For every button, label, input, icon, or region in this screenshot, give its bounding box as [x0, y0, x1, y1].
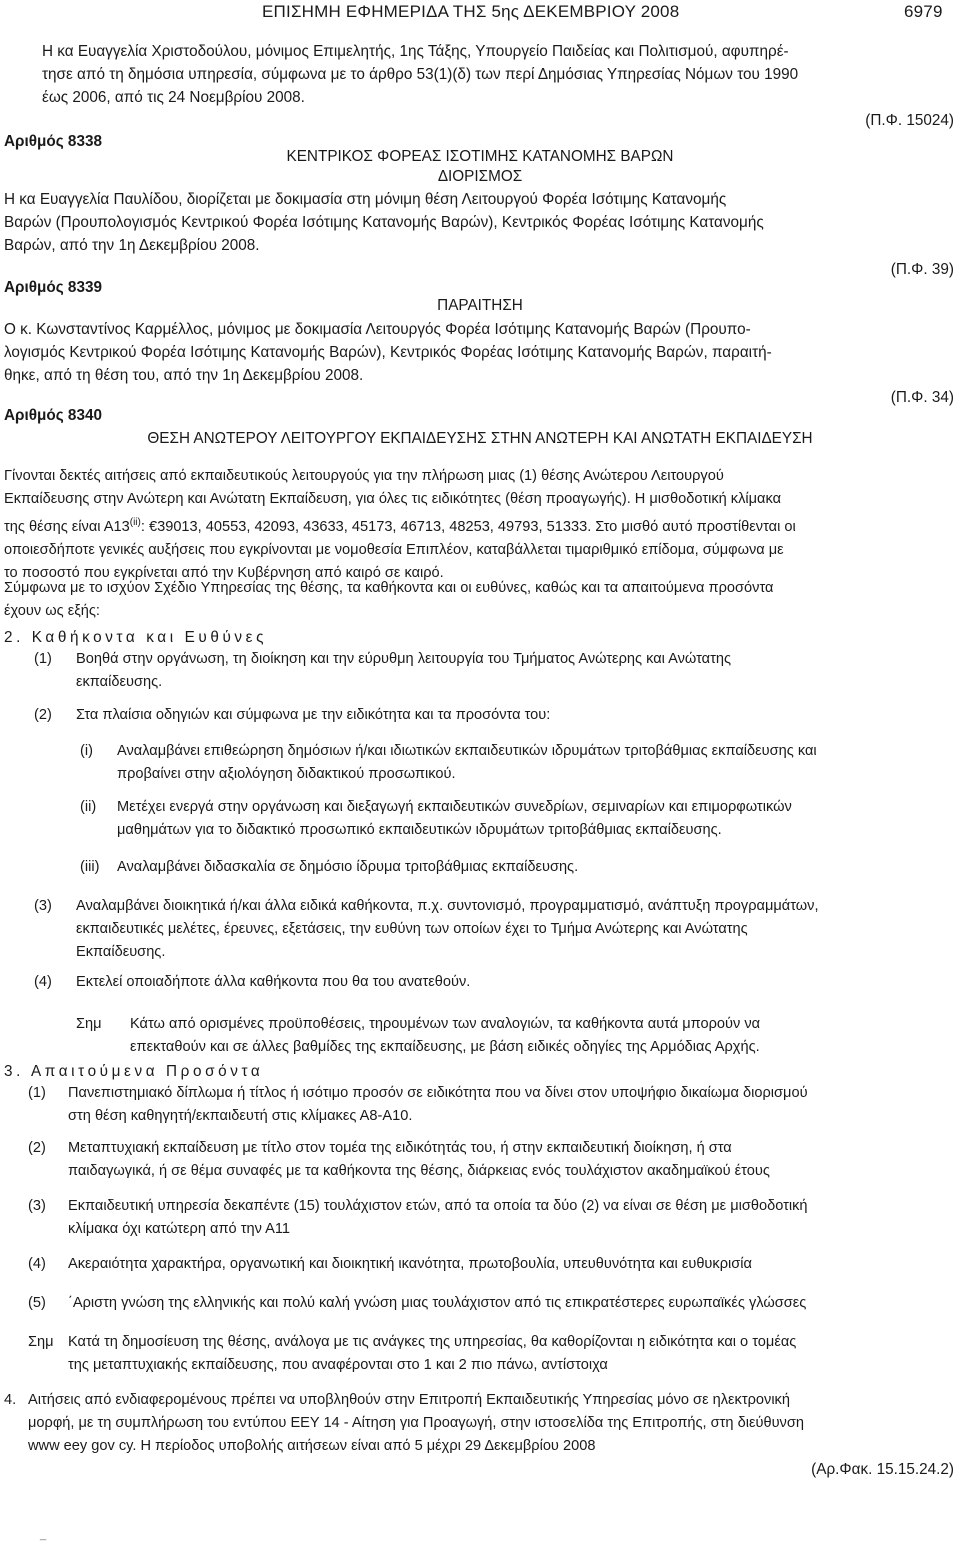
notice-8339-subheading: ΠΑΡΑΙΤΗΣΗ — [437, 297, 523, 314]
qualification-line: παιδαγωγικά, ή σε θέμα συναφές με τα καθήκοντα της θέσης, διάρκειας ενός τουλάχιστον ακαδημαϊκού έτους — [68, 1163, 770, 1179]
intro-line: Η κα Ευαγγελία Χριστοδούλου, μόνιμος Επιμελητής, 1ης Τάξης, Υπουργείο Παιδείας και Πολιτισμού, αφυπηρέ- — [42, 43, 789, 60]
section-4-number: 4. — [4, 1392, 17, 1408]
qualification-5-number: (5) — [28, 1295, 46, 1311]
subduty-i-number: (i) — [80, 743, 93, 759]
duty-4-text: Εκτελεί οποιαδήποτε άλλα καθήκοντα που θα του ανατεθούν. — [76, 974, 471, 990]
intro-ref: (Π.Φ. 15024) — [865, 112, 954, 129]
notice-8338-number: Αριθμός 8338 — [4, 133, 102, 150]
para1-line: Εκπαίδευσης στην Ανώτερη και Ανώτατη Εκπαίδευση, για όλες τις ειδικότητες (θέση προαγωγής). Η μισθοδοτική κλίμακα — [4, 491, 782, 507]
subduty-ii-number: (ii) — [80, 799, 97, 815]
qualification-2-text — [68, 1137, 770, 1183]
duty-3-text — [76, 895, 819, 964]
notice-8338-line: Βαρών (Προυπολογισμός Κεντρικού Φορέα Ισότιμης Κατανομής Βαρών), Κεντρικός Φορέας Ισότιμης Κατανομής — [4, 214, 764, 231]
note-1-label: Σημ — [76, 1016, 102, 1032]
notice-8340-paragraph-2 — [4, 577, 773, 623]
subduty-line: μαθημάτων για το διδακτικό προσωπικό εκπαιδευτικών ιδρυμάτων τριτοβάθμιας εκπαίδευσης. — [117, 822, 722, 838]
notice-8338-line: Βαρών, από την 1η Δεκεμβρίου 2008. — [4, 237, 260, 254]
duty-line: Αναλαμβάνει διοικητικά ή/και άλλα ειδικά καθήκοντα, π.χ. συντονισμό, προγραμματισμό, ανάπτυξη προγραμμάτων, — [76, 898, 819, 914]
salary-scale-label: της θέσης είναι Α13 — [4, 518, 130, 535]
subduty-iii-number: (iii) — [80, 859, 100, 875]
duty-3-number: (3) — [34, 898, 52, 914]
notice-8339-number: Αριθμός 8339 — [4, 279, 102, 296]
section-2-title: 2. Καθήκοντα και Ευθύνες — [4, 629, 268, 646]
section-3-title: 3. Απαιτούμενα Προσόντα — [4, 1063, 264, 1080]
subduty-line: Αναλαμβάνει επιθεώρηση δημόσιων ή/και ιδιωτικών εκπαιδευτικών ιδρυμάτων τριτοβάθμιας εκπαίδευσης και — [117, 743, 817, 759]
intro-line: έως 2006, από τις 24 Νοεμβρίου 2008. — [42, 89, 305, 106]
subduty-line: προβαίνει στην αξιολόγηση διδακτικού προσωπικού. — [117, 766, 456, 782]
subduty-iii-text: Αναλαμβάνει διδασκαλία σε δημόσιο ίδρυμα τριτοβάθμιας εκπαίδευσης. — [117, 859, 579, 875]
section-4-line: μορφή, με τη συμπλήρωση του εντύπου ΕΕΥ 14 - Αίτηση για Προαγωγή, στην ιστοσελίδα της Επιτροπής, στη διεύθυνση — [28, 1415, 804, 1431]
notice-8338-subheading: ΔΙΟΡΙΣΜΟΣ — [437, 168, 523, 185]
qualification-1-number: (1) — [28, 1085, 46, 1101]
duty-4-number: (4) — [34, 974, 52, 990]
qualification-4-number: (4) — [28, 1256, 46, 1272]
notice-8339-line: Ο κ. Κωνσταντίνος Καρμέλλος, μόνιμος με δοκιμασία Λειτουργός Φορέα Ισότιμης Κατανομής Βαρών (Προυπο- — [4, 321, 751, 338]
qualification-1-text — [68, 1082, 808, 1128]
para1-line: Γίνονται δεκτές αιτήσεις από εκπαιδευτικούς λειτουργούς για την πλήρωση μιας (1) θέσης Ανώτερου Λειτουργού — [4, 468, 724, 484]
qualification-line: Μεταπτυχιακή εκπαίδευση με τίτλο στον τομέα της ειδικότητάς του, ή στην εκπαιδευτική διοίκηση, ή στα — [68, 1140, 732, 1156]
para1-line-salary — [4, 511, 796, 539]
page-number: 6979 — [904, 2, 943, 21]
section-4-text — [28, 1389, 804, 1458]
notice-8340-ref: (Αρ.Φακ. 15.15.24.2) — [811, 1461, 954, 1478]
qualification-line: Πανεπιστημιακό δίπλωμα ή τίτλος ή ισότιμο προσόν σε ειδικότητα που να δίνει στον υποψήφιο δικαίωμα διορισμού — [68, 1085, 808, 1101]
notice-8338-heading: ΚΕΝΤΡΙΚΟΣ ΦΟΡΕΑΣ ΙΣΟΤΙΜΗΣ ΚΑΤΑΝΟΜΗΣ ΒΑΡΩΝ — [286, 148, 674, 165]
note-2-label: Σημ — [28, 1334, 54, 1350]
note-2-text — [68, 1331, 796, 1377]
duty-line: Βοηθά στην οργάνωση, τη διοίκηση και την εύρυθμη λειτουργία του Τμήματος Ανώτερης και Ανώτατης — [76, 651, 731, 667]
qualification-line: Εκπαιδευτική υπηρεσία δεκαπέντε (15) τουλάχιστον ετών, από τα οποία τα δύο (2) να είναι σε θέση με μισθοδοτική — [68, 1198, 808, 1214]
duty-1-text — [76, 648, 731, 694]
subduty-ii-text — [117, 796, 792, 842]
notice-8339-ref: (Π.Φ. 34) — [890, 389, 954, 406]
qualification-3-number: (3) — [28, 1198, 46, 1214]
note-line: επεκταθούν και σε άλλες βαθμίδες της εκπαίδευσης, με βάση ειδικές οδηγίες της Αρμόδιας Αρχής. — [130, 1039, 760, 1055]
gazette-title: ΕΠΙΣΗΜΗ ΕΦΗΜΕΡΙΔΑ ΤΗΣ 5ης ΔΕΚΕΜΒΡΙΟΥ 2008 — [262, 2, 680, 21]
para2-line: έχουν ως εξής: — [4, 603, 100, 619]
notice-8338-line: Η κα Ευαγγελία Παυλίδου, διορίζεται με δοκιμασία στη μόνιμη θέση Λειτουργού Φορέα Ισότιμης Κατανομής — [4, 191, 727, 208]
qualification-3-text — [68, 1195, 808, 1241]
qualification-line: κλίμακα όχι κατώτερη από την Α11 — [68, 1221, 291, 1237]
duty-line: εκπαίδευσης. — [76, 674, 163, 690]
qualification-line: στη θέση καθηγητή/εκπαιδευτή στις κλίμακες Α8-Α10. — [68, 1108, 413, 1124]
qualification-5-text: ΄Αριστη γνώση της ελληνικής και πολύ καλή γνώση μιας τουλάχιστον από τις επικρατέστερες ευρωπαϊκές γλώσσες — [68, 1295, 807, 1311]
intro-line: τησε από τη δημόσια υπηρεσία, σύμφωνα με το άρθρο 53(1)(δ) των περί Δημόσιας Υπηρεσίας Νόμων του 1990 — [42, 66, 799, 83]
para1-line: το ποσοστό που εγκρίνεται από την Κυβέρνηση από καιρό σε καιρό. — [4, 564, 444, 581]
notice-8338-body — [4, 188, 764, 257]
notice-8339-body — [4, 318, 772, 387]
duty-line: εκπαιδευτικές μελέτες, έρευνες, εξετάσεις, την ευθύνη των οποίων έχει το Τμήμα Ανώτερης και Ανώτατης — [76, 921, 748, 937]
qualification-4-text: Ακεραιότητα χαρακτήρα, οργανωτική και διοικητική ικανότητα, πρωτοβουλία, υπευθυνότητα και ευθυκρισία — [68, 1256, 752, 1272]
note-1-text — [130, 1013, 760, 1059]
note-line: της μεταπτυχιακής εκπαίδευσης, που αναφέρονται στο 1 και 2 πιο πάνω, αντίστοιχα — [68, 1357, 608, 1373]
duty-line: Εκπαίδευσης. — [76, 944, 166, 960]
para1-line: οποιεσδήποτε γενικές αυξήσεις που εγκρίνονται με νομοθεσία Επιπλέον, καταβάλλεται τιμαριθμικό επίδομα, σύμφωνα με — [4, 541, 784, 558]
notice-8339-line: λογισμός Κεντρικού Φορέα Ισότιμης Κατανομής Βαρών), Κεντρικός Φορέας Ισότιμης Κατανομής Βαρών, παραιτή- — [4, 344, 772, 361]
section-4-line: Αιτήσεις από ενδιαφερομένους πρέπει να υποβληθούν στην Επιτροπή Εκπαιδευτικής Υπηρεσίας μόνο σε ηλεκτρονική — [28, 1392, 790, 1408]
duty-2-text: Στα πλαίσια οδηγιών και σύμφωνα με την ειδικότητα και τα προσόντα του: — [76, 707, 551, 723]
note-line: Κατά τη δημοσίευση της θέσης, ανάλογα με τις ανάγκες της υπηρεσίας, θα καθορίζονται η ειδικότητα και ο τομέας — [68, 1334, 797, 1350]
section-4-line: www eey gov cy. Η περίοδος υποβολής αιτήσεων είναι από 5 μέχρι 29 Δεκεμβρίου 2008 — [28, 1438, 596, 1454]
footer-mark: _ — [40, 1529, 47, 1541]
salary-scale-values: : €39013, 40553, 42093, 43633, 45173, 46713, 48253, 49793, 51333. Στο μισθό αυτό προστίθενται οι — [140, 518, 796, 535]
notice-8340-paragraph-1 — [4, 465, 796, 585]
subduty-line: Μετέχει ενεργά στην οργάνωση και διεξαγωγή εκπαιδευτικών συνεδρίων, σεμιναρίων και επιμορφωτικών — [117, 799, 792, 815]
notice-8338-ref: (Π.Φ. 39) — [890, 261, 954, 278]
salary-scale-footnote: (ii) — [129, 517, 141, 528]
subduty-i-text — [117, 740, 817, 786]
duty-1-number: (1) — [34, 651, 52, 667]
note-line: Κάτω από ορισμένες προϋποθέσεις, τηρουμένων των αναλογιών, τα καθήκοντα αυτά μπορούν να — [130, 1016, 761, 1032]
qualification-2-number: (2) — [28, 1140, 46, 1156]
notice-8340-number: Αριθμός 8340 — [4, 407, 102, 424]
intro-paragraph — [42, 40, 798, 109]
notice-8340-heading: ΘΕΣΗ ΑΝΩΤΕΡΟΥ ΛΕΙΤΟΥΡΓΟΥ ΕΚΠΑΙΔΕΥΣΗΣ ΣΤΗΝ ΑΝΩΤΕΡΗ ΚΑΙ ΑΝΩΤΑΤΗ ΕΚΠΑΙΔΕΥΣΗ — [147, 430, 813, 447]
notice-8339-line: θηκε, από τη θέση του, από την 1η Δεκεμβρίου 2008. — [4, 367, 364, 384]
para2-line: Σύμφωνα με το ισχύον Σχέδιο Υπηρεσίας της θέσης, τα καθήκοντα και οι ευθύνες, καθώς και τα απαιτούμενα προσόντα — [4, 580, 774, 596]
duty-2-number: (2) — [34, 707, 52, 723]
